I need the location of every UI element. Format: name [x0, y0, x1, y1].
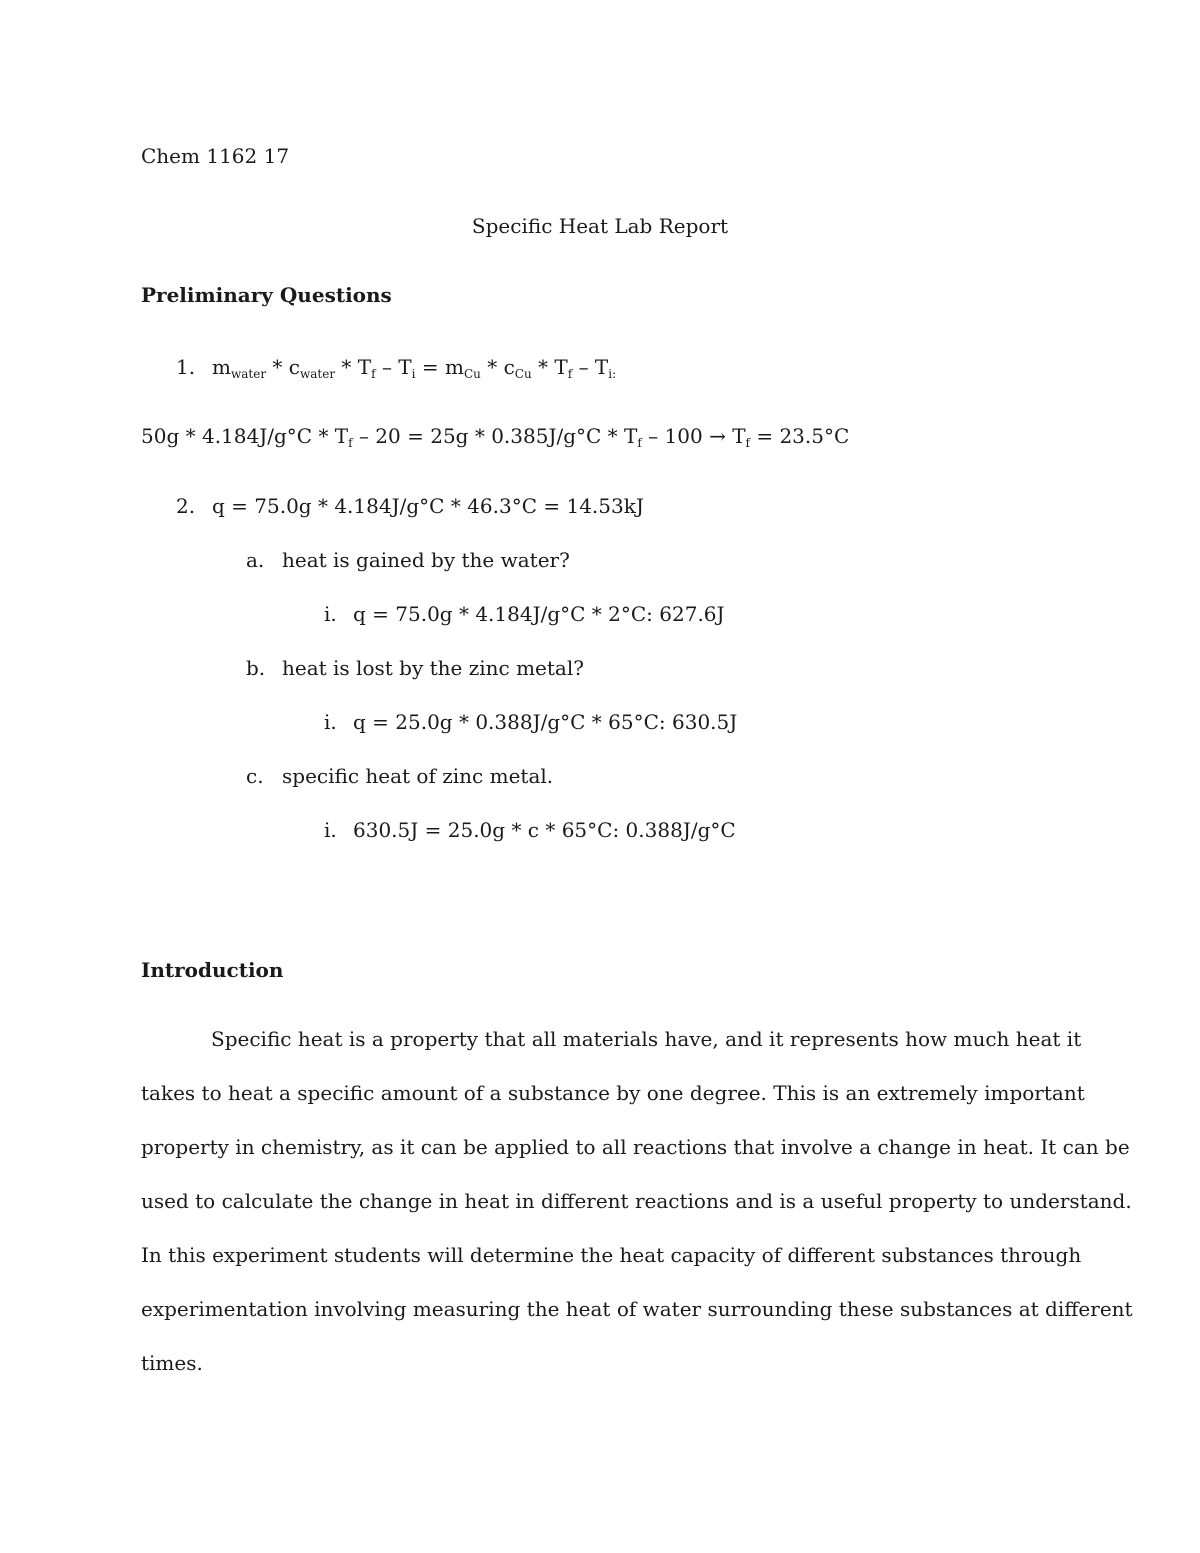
intro-line: experimentation involving measuring the heat of water surrounding these substances at different	[141, 1297, 1133, 1321]
q2b-text: heat is lost by the zinc metal?	[282, 656, 584, 680]
q2a-i-text: q = 75.0g * 4.184J/g°C * 2°C: 627.6J	[353, 602, 725, 626]
q2b-i-text: q = 25.0g * 0.388J/g°C * 65°C: 630.5J	[353, 710, 738, 734]
intro-line: Specific heat is a property that all materials have, and it represents how much heat it	[211, 1027, 1082, 1051]
q2-equation: q = 75.0g * 4.184J/g°C * 46.3°C = 14.53kJ	[212, 494, 644, 518]
preliminary-heading: Preliminary Questions	[141, 283, 392, 307]
intro-line: In this experiment students will determine the heat capacity of different substances through	[141, 1243, 1082, 1267]
introduction-paragraph	[141, 1012, 1133, 1390]
q2c-i-text: 630.5J = 25.0g * c * 65°C: 0.388J/g°C	[353, 818, 736, 842]
q1-number: 1.	[176, 355, 196, 379]
q2c-i-marker: i.	[324, 818, 337, 842]
report-title: Specific Heat Lab Report	[471, 214, 729, 238]
q1-solution: $50g * 4.184J/g^\circ C * T_f - 20 = 25g * 0.385J/g^\circ C * T_f - 100 \to T_f = 23.5^\circ C$	[141, 424, 850, 450]
q2c-text: specific heat of zinc metal.	[282, 764, 554, 788]
q2c-marker: c.	[246, 764, 264, 788]
intro-line: takes to heat a specific amount of a substance by one degree. This is an extremely important	[141, 1081, 1085, 1105]
intro-line: used to calculate the change in heat in different reactions and is a useful property to understand.	[141, 1189, 1132, 1213]
q2b-marker: b.	[246, 656, 266, 680]
course-line: Chem 1162 17	[141, 144, 290, 168]
intro-line: property in chemistry, as it can be applied to all reactions that involve a change in heat. It can be	[141, 1135, 1130, 1159]
q1-equation: $m_{water} * c_{water} * T_f - T_i = m_{Cu} * c_{Cu} * T_f - T_{i:}$	[212, 355, 617, 381]
q2a-text: heat is gained by the water?	[282, 548, 570, 572]
q2a-i-marker: i.	[324, 602, 337, 626]
intro-line: times.	[141, 1351, 203, 1375]
q2b-i-marker: i.	[324, 710, 337, 734]
introduction-heading: Introduction	[141, 958, 284, 982]
q2a-marker: a.	[246, 548, 265, 572]
q2-number: 2.	[176, 494, 196, 518]
